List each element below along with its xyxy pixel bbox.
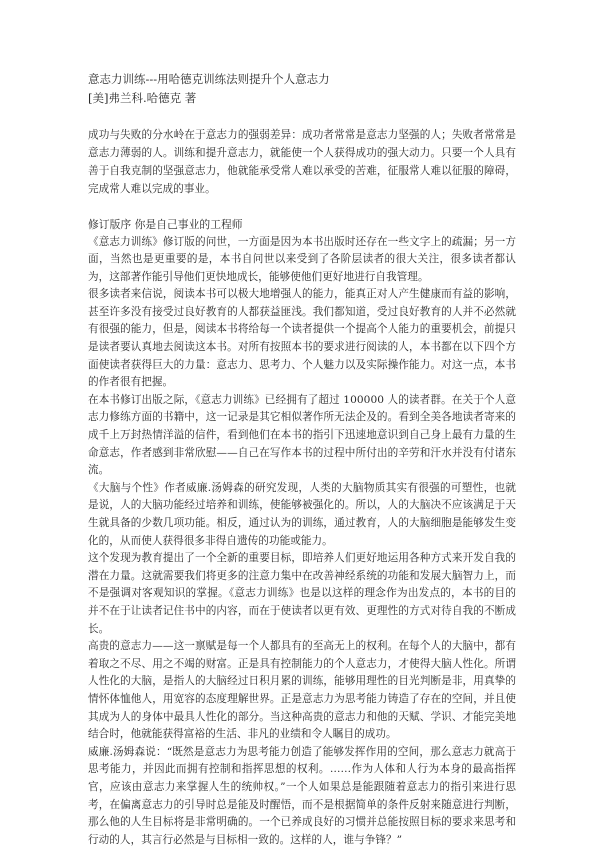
intro-paragraph: 成功与失败的分水岭在于意志力的强弱差异：成功者常常是意志力坚强的人；失败者常常是意志力薄弱的人。训练和提升意志力，就能使一个人获得成功的强大动力。只要一个人具有善于自我克制的坚强意志力，他就能承受常人难以承受的苦难，征服常人难以征服的障碍，完成常人难以完成的事业。 xyxy=(88,129,516,195)
paragraph: 这个发现为教育提出了一个全新的重要目标，即培养人们更好地运用各种方式来开发自我的潜在力量。这就需要我们将更多的注意力集中在改善神经系统的功能和发展大脑智力上，而不是强调对客观知识的掌握。《意志力训练》也是以这样的理念作为出发点的，本书的目的并不在于让读者记住书中的内容，而在于使读者以更有效、更理性的方式对待自我的不断成长。 xyxy=(88,552,516,635)
document-page xyxy=(88,70,516,849)
paragraph: 威廉.汤姆森说：“既然是意志力为思考能力创造了能够发挥作用的空间，那么意志力就高于思考能力，并因此而拥有控制和指挥思想的权利。……作为人体和人行为本身的最高指挥官，应该由意志力来掌握人生的统帅权。”一个人如果总是能跟随着意志力的指引来进行思考，在偏离意志力的引导时总是能及时醒悟，而不是根据简单的条件反射来随意进行判断，那么他的人生目标将是非常明确的。一个已养成良好的习惯并总能按照目标的要求来思考和行动的人，其言行必然是与目标相一致的。这样的人，谁与争锋？” xyxy=(88,745,516,846)
paragraph: 在本书修订出版之际，《意志力训练》已经拥有了超过 100000 人的读者群。在关于个人意志力修练方面的书籍中，这一记录是其它相似著作所无法企及的。看到全美各地读者寄来的成千上万封热情洋溢的信件，看到他们在本书的指引下迅速地意识到自己身上最有力量的生命意志，作者感到非常欣慰——自己在写作本书的过程中所付出的辛劳和汗水并没有付诸东流。 xyxy=(88,393,516,477)
paragraph: 很多读者来信说，阅读本书可以极大地增强人的能力，能真正对人产生健康而有益的影响，甚至许多没有接受过良好教育的人都获益匪浅。我们都知道，受过良好教育的人并不必然就有很强的能力，但是，阅读本书将给每一个读者提供一个提高个人能力的重要机会，前提只是读者要认真地去阅读这本书。对所有按照本书的要求进行阅读的人，本书都在以下四个方面使读者获得巨大的力量：意志力、思考力、个人魅力以及实际操作能力。对这一点，本书的作者很有把握。 xyxy=(88,288,516,389)
section-title: 修订版序 你是自己事业的工程师 xyxy=(88,218,243,231)
paragraph: 高贵的意志力——这一禀赋是每一个人都具有的至高无上的权利。在每个人的大脑中，都有着取之不尽、用之不竭的财富。正是具有控制能力的个人意志力，才使得大脑人性化。所谓人性化的大脑，是指人的大脑经过日积月累的训练，能够用理性的目光判断是非，用真挚的情怀体恤他人，用宽容的态度理解世界。正是意志力为思考能力铸造了存在的空间，并且使其成为人的身体中最具人性化的部分。当这种高贵的意志力和他的天赋、学识、才能完美地结合时，他就能获得富裕的生活、非凡的业绩和令人瞩目的成功。 xyxy=(88,640,516,741)
document-author: [美]弗兰科.哈德克 著 xyxy=(88,91,197,105)
body-text xyxy=(88,234,516,850)
paragraph: 《意志力训练》修订版的问世，一方面是因为本书出版时还存在一些文字上的疏漏；另一方面，当然也是更重要的是，本书自问世以来受到了各阶层读者的很大关注，很多读者都认为，这部著作能引导他们更快地成长，能够使他们更好地进行自我管理。 xyxy=(88,235,516,283)
paragraph: 《大脑与个性》作者威廉.汤姆森的研究发现，人类的大脑物质其实有很强的可塑性，也就是说，人的大脑功能经过培养和训练，使能够被强化的。所以，人的大脑决不应该满足于天生就具备的少数几项功能。相反，通过认为的训练，通过教育，人的大脑细胞是能够发生变化的，从而使人获得很多非得自遗传的功能或能力。 xyxy=(88,481,516,547)
document-title: 意志力训练---用哈德克训练法则提升个人意志力 xyxy=(88,72,330,86)
